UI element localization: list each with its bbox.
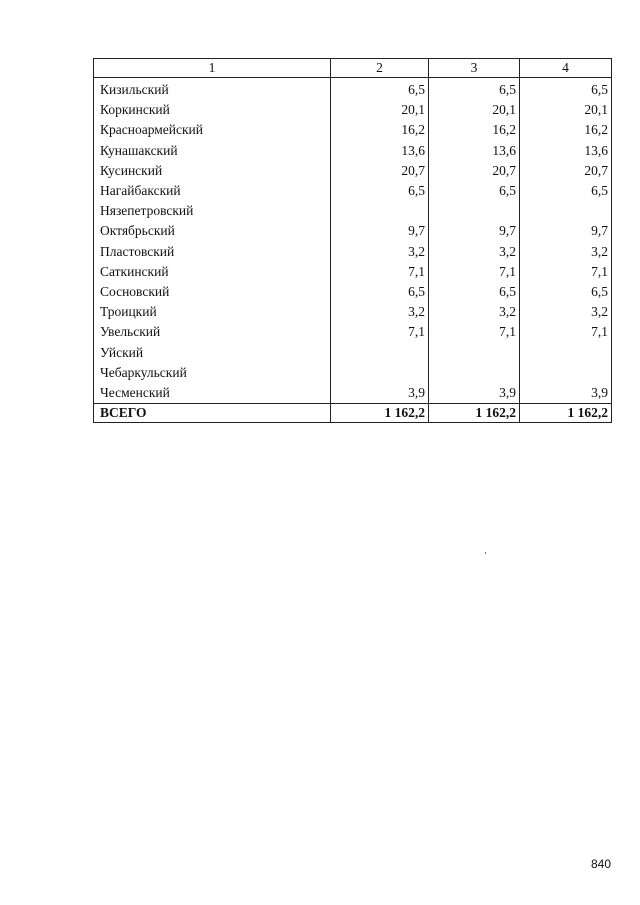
value-col-4: 16,2 <box>520 120 612 140</box>
table-row <box>94 383 612 404</box>
value-col-4: 9,7 <box>520 221 612 241</box>
column-header-4: 4 <box>520 59 612 78</box>
district-name: Октябрьский <box>94 221 331 241</box>
value-col-4: 3,2 <box>520 242 612 262</box>
table-row <box>94 141 612 161</box>
table-header <box>94 59 612 78</box>
value-col-2: 9,7 <box>331 221 429 241</box>
value-col-4 <box>520 201 612 221</box>
value-col-4: 7,1 <box>520 322 612 342</box>
total-row <box>94 404 612 423</box>
district-name: Кизильский <box>94 78 331 101</box>
table-row <box>94 221 612 241</box>
column-header-1: 1 <box>94 59 331 78</box>
value-col-3: 3,2 <box>429 242 520 262</box>
district-name: Кунашакский <box>94 141 331 161</box>
value-col-4: 13,6 <box>520 141 612 161</box>
value-col-2: 3,2 <box>331 302 429 322</box>
district-name: Чесменский <box>94 383 331 404</box>
value-col-4: 6,5 <box>520 78 612 101</box>
value-col-4 <box>520 363 612 383</box>
district-name: Коркинский <box>94 100 331 120</box>
district-name: Саткинский <box>94 262 331 282</box>
value-col-4: 6,5 <box>520 181 612 201</box>
value-col-4: 3,9 <box>520 383 612 404</box>
value-col-3: 7,1 <box>429 322 520 342</box>
column-header-2: 2 <box>331 59 429 78</box>
scan-speck <box>485 552 486 554</box>
table-footer <box>94 404 612 423</box>
value-col-4 <box>520 342 612 362</box>
value-col-3: 13,6 <box>429 141 520 161</box>
value-col-4: 3,2 <box>520 302 612 322</box>
value-col-2 <box>331 342 429 362</box>
district-name: Пластовский <box>94 242 331 262</box>
value-col-2: 6,5 <box>331 181 429 201</box>
value-col-3: 6,5 <box>429 78 520 101</box>
table-row <box>94 78 612 101</box>
district-name: Красноармейский <box>94 120 331 140</box>
value-col-4: 20,1 <box>520 100 612 120</box>
table-body <box>94 78 612 404</box>
table-row <box>94 100 612 120</box>
district-name: Сосновский <box>94 282 331 302</box>
header-row <box>94 59 612 78</box>
total-value-2: 1 162,2 <box>331 404 429 423</box>
total-label: ВСЕГО <box>94 404 331 423</box>
district-name: Нязепетровский <box>94 201 331 221</box>
table-row <box>94 342 612 362</box>
value-col-3: 3,9 <box>429 383 520 404</box>
table-row <box>94 363 612 383</box>
district-name: Уйский <box>94 342 331 362</box>
value-col-2: 3,2 <box>331 242 429 262</box>
value-col-3 <box>429 363 520 383</box>
value-col-2: 20,1 <box>331 100 429 120</box>
data-table <box>93 58 612 423</box>
table-row <box>94 201 612 221</box>
table-row <box>94 181 612 201</box>
value-col-4: 20,7 <box>520 161 612 181</box>
value-col-3: 7,1 <box>429 262 520 282</box>
table-row <box>94 242 612 262</box>
value-col-3 <box>429 201 520 221</box>
value-col-3: 20,1 <box>429 100 520 120</box>
value-col-2: 7,1 <box>331 262 429 282</box>
value-col-3 <box>429 342 520 362</box>
value-col-3: 20,7 <box>429 161 520 181</box>
value-col-2: 3,9 <box>331 383 429 404</box>
value-col-2: 16,2 <box>331 120 429 140</box>
district-name: Чебаркульский <box>94 363 331 383</box>
table-row <box>94 161 612 181</box>
table-row <box>94 120 612 140</box>
table-row <box>94 322 612 342</box>
value-col-3: 6,5 <box>429 181 520 201</box>
value-col-2: 13,6 <box>331 141 429 161</box>
value-col-4: 7,1 <box>520 262 612 282</box>
value-col-2: 6,5 <box>331 78 429 101</box>
table-row <box>94 262 612 282</box>
district-name: Нагайбакский <box>94 181 331 201</box>
value-col-3: 9,7 <box>429 221 520 241</box>
value-col-2 <box>331 201 429 221</box>
district-name: Кусинский <box>94 161 331 181</box>
value-col-2 <box>331 363 429 383</box>
value-col-3: 6,5 <box>429 282 520 302</box>
value-col-2: 6,5 <box>331 282 429 302</box>
column-header-3: 3 <box>429 59 520 78</box>
total-value-4: 1 162,2 <box>520 404 612 423</box>
value-col-3: 3,2 <box>429 302 520 322</box>
district-name: Увельский <box>94 322 331 342</box>
value-col-2: 7,1 <box>331 322 429 342</box>
value-col-3: 16,2 <box>429 120 520 140</box>
page-number: 840 <box>590 857 611 871</box>
table-row <box>94 282 612 302</box>
district-name: Троицкий <box>94 302 331 322</box>
total-value-3: 1 162,2 <box>429 404 520 423</box>
value-col-4: 6,5 <box>520 282 612 302</box>
table-row <box>94 302 612 322</box>
value-col-2: 20,7 <box>331 161 429 181</box>
